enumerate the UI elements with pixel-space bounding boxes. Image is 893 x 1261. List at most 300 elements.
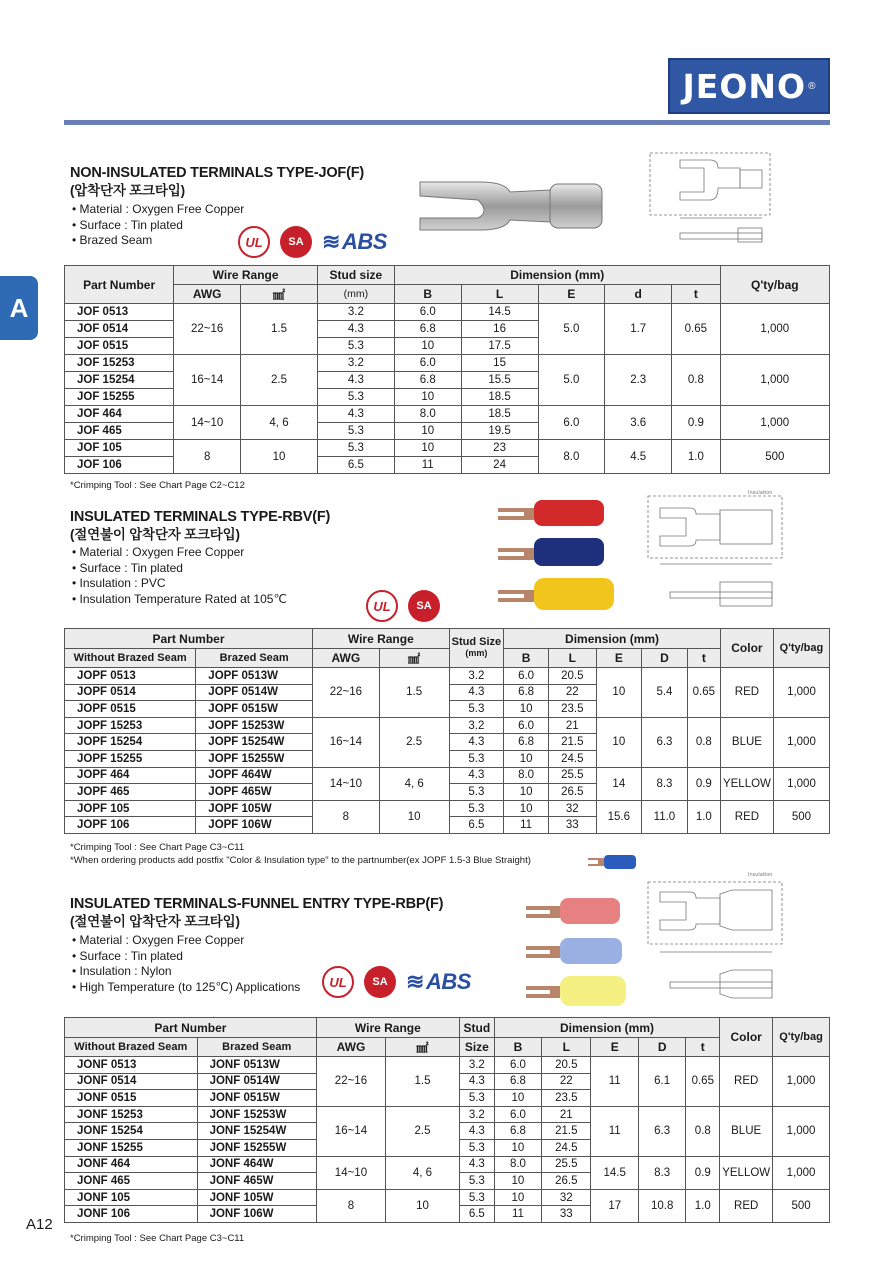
part-number-brazed: JOPF 15254W	[196, 734, 313, 751]
col-awg: AWG	[316, 1038, 385, 1057]
part-number-brazed: JONF 0514W	[197, 1073, 316, 1090]
section2-certs	[366, 590, 440, 622]
mm2: 10	[386, 1189, 460, 1222]
mm2: 10	[379, 800, 449, 833]
qty: 1,000	[773, 717, 829, 767]
col-color: Color	[720, 629, 773, 668]
table-row	[65, 668, 830, 685]
dim-t: 0.9	[686, 1156, 720, 1189]
dim-b: 10	[394, 423, 461, 440]
stud: 3.2	[459, 1057, 494, 1074]
dim-l: 20.5	[542, 1057, 591, 1074]
dim-t: 1.0	[672, 440, 721, 474]
dim-b: 11	[394, 457, 461, 474]
section2-title-ko: (절연불이 압착단자 포크타입)	[70, 527, 240, 542]
section1-bullets	[72, 202, 244, 249]
stud: 5.3	[317, 440, 394, 457]
dim-l: 20.5	[549, 668, 596, 685]
dim-l: 25.5	[549, 767, 596, 784]
col-awg: AWG	[313, 649, 380, 668]
part-number-brazed: JOPF 105W	[196, 800, 313, 817]
part-number: JOPF 464	[65, 767, 196, 784]
stud-label: Stud Size	[451, 636, 502, 648]
part-number-brazed: JONF 15255W	[197, 1139, 316, 1156]
dim-b: 6.8	[504, 684, 549, 701]
part-number: JONF 465	[65, 1173, 198, 1190]
section3-title	[70, 895, 443, 931]
dim-b: 11	[504, 817, 549, 834]
dim-d: 8.3	[638, 1156, 685, 1189]
dim-d: 5.4	[642, 668, 688, 718]
csa-logo: SA	[408, 590, 440, 622]
stud: 4.3	[449, 734, 504, 751]
dim-e: 10	[596, 668, 642, 718]
dim-l: 18.5	[461, 406, 538, 423]
part-number-brazed: JONF 0515W	[197, 1090, 316, 1107]
rbp-table	[64, 1017, 830, 1223]
stud: 5.3	[449, 701, 504, 718]
col-dimension: Dimension (mm)	[504, 629, 721, 649]
dim-e: 14.5	[591, 1156, 638, 1189]
col-d: D	[638, 1038, 685, 1057]
color: BLUE	[720, 717, 773, 767]
stud: 5.3	[459, 1090, 494, 1107]
col-l: L	[542, 1038, 591, 1057]
dim-b: 10	[394, 389, 461, 406]
col-stud-size	[449, 629, 504, 668]
dim-b: 10	[494, 1139, 541, 1156]
col-stud-size: Stud size	[317, 266, 394, 285]
dim-b: 6.0	[394, 304, 461, 321]
dim-l: 22	[542, 1073, 591, 1090]
col-brazed: Brazed Seam	[196, 649, 313, 668]
part-number: JOF 106	[65, 457, 174, 474]
dim-l: 23	[461, 440, 538, 457]
dim-t: 0.9	[687, 767, 720, 800]
insulation-label: Insulation	[748, 490, 773, 496]
awg: 22~16	[316, 1057, 385, 1107]
part-number-brazed: JOPF 15253W	[196, 717, 313, 734]
color: RED	[720, 1189, 773, 1222]
rbp-terminal-photos	[522, 890, 632, 1010]
col-mm2: ㎟	[386, 1038, 460, 1057]
section1-title-ko: (압착단자 포크타입)	[70, 183, 185, 198]
col-e: E	[596, 649, 642, 668]
part-number: JOF 15253	[65, 355, 174, 372]
dim-e: 15.6	[596, 800, 642, 833]
qty: 1,000	[773, 668, 829, 718]
dim-b: 10	[494, 1189, 541, 1206]
color: RED	[720, 1057, 773, 1107]
dim-b: 8.0	[504, 767, 549, 784]
dim-e: 11	[591, 1057, 638, 1107]
dim-l: 21.5	[542, 1123, 591, 1140]
stud: 3.2	[459, 1106, 494, 1123]
ul-logo: UL	[238, 226, 270, 258]
qty: 500	[773, 1189, 830, 1222]
blue-terminal-icon	[586, 852, 640, 872]
table-row	[65, 717, 830, 734]
awg: 14~10	[174, 406, 241, 440]
dim-b: 6.8	[394, 321, 461, 338]
part-number-brazed: JONF 465W	[197, 1173, 316, 1190]
part-number: JONF 15253	[65, 1106, 198, 1123]
dim-t: 0.65	[686, 1057, 720, 1107]
dim-l: 15.5	[461, 372, 538, 389]
dim-b: 6.8	[494, 1073, 541, 1090]
dim-t: 1.0	[687, 800, 720, 833]
section-tab: A	[0, 276, 38, 340]
dim-d: 6.3	[642, 717, 688, 767]
qty: 1,000	[720, 355, 829, 406]
dim-d: 4.5	[605, 440, 672, 474]
col-qty: Q'ty/bag	[773, 629, 829, 668]
mm2: 2.5	[386, 1106, 460, 1156]
part-number: JOPF 15253	[65, 717, 196, 734]
color: YELLOW	[720, 1156, 773, 1189]
csa-logo: SA	[280, 226, 312, 258]
col-dimension: Dimension (mm)	[394, 266, 720, 285]
stud: 5.3	[317, 389, 394, 406]
section2-bullets	[72, 545, 287, 607]
dim-b: 10	[504, 784, 549, 801]
dim-l: 24	[461, 457, 538, 474]
part-number-brazed: JONF 15254W	[197, 1123, 316, 1140]
dim-b: 10	[494, 1090, 541, 1107]
dim-l: 18.5	[461, 389, 538, 406]
section2-title	[70, 508, 330, 544]
stud: 4.3	[449, 684, 504, 701]
col-e: E	[538, 285, 605, 304]
stud: 5.3	[449, 800, 504, 817]
part-number-brazed: JOPF 106W	[196, 817, 313, 834]
bullet: • Surface : Tin plated	[72, 561, 287, 577]
col-stud: Stud	[459, 1018, 494, 1038]
col-qty: Q'ty/bag	[720, 266, 829, 304]
part-number: JONF 105	[65, 1189, 198, 1206]
dim-l: 26.5	[549, 784, 596, 801]
dim-l: 32	[549, 800, 596, 817]
col-wire-range: Wire Range	[316, 1018, 459, 1038]
stud: 4.3	[317, 321, 394, 338]
stud: 4.3	[459, 1123, 494, 1140]
section3-title-ko: (절연불이 압착단자 포크타입)	[70, 914, 240, 929]
col-mm2: ㎟	[241, 285, 318, 304]
part-number-brazed: JOPF 0513W	[196, 668, 313, 685]
bullet: • Material : Oxygen Free Copper	[72, 202, 244, 218]
part-number-brazed: JOPF 0514W	[196, 684, 313, 701]
stud: 4.3	[459, 1073, 494, 1090]
bullet: • Surface : Tin plated	[72, 218, 244, 234]
stud: 4.3	[449, 767, 504, 784]
stud: 5.3	[459, 1189, 494, 1206]
part-number: JONF 15254	[65, 1123, 198, 1140]
stud: 6.5	[317, 457, 394, 474]
table-row	[65, 1106, 830, 1123]
section3-bullets	[72, 933, 300, 995]
table-row	[65, 406, 830, 423]
jof-terminal-photo	[410, 160, 610, 240]
ul-logo: UL	[366, 590, 398, 622]
dim-l: 26.5	[542, 1173, 591, 1190]
dim-t: 0.65	[687, 668, 720, 718]
part-number: JOF 465	[65, 423, 174, 440]
section2-note	[70, 841, 531, 867]
mm2: 10	[241, 440, 318, 474]
section1-certs	[238, 226, 387, 258]
awg: 16~14	[316, 1106, 385, 1156]
dim-l: 33	[542, 1206, 591, 1223]
part-number: JOF 0514	[65, 321, 174, 338]
col-b: B	[504, 649, 549, 668]
dim-d: 11.0	[642, 800, 688, 833]
awg: 14~10	[316, 1156, 385, 1189]
table-row	[65, 1057, 830, 1074]
dim-t: 0.8	[672, 355, 721, 406]
col-qty: Q'ty/bag	[773, 1018, 830, 1057]
dim-l: 14.5	[461, 304, 538, 321]
part-number-brazed: JONF 0513W	[197, 1057, 316, 1074]
dim-b: 6.8	[494, 1123, 541, 1140]
section3-title-en: INSULATED TERMINALS-FUNNEL ENTRY TYPE-RBP(F)	[70, 896, 444, 912]
qty: 1,000	[773, 1106, 830, 1156]
part-number: JOPF 465	[65, 784, 196, 801]
stud: 4.3	[317, 406, 394, 423]
dim-b: 6.8	[394, 372, 461, 389]
stud: 6.5	[459, 1206, 494, 1223]
col-awg: AWG	[174, 285, 241, 304]
dim-d: 6.1	[638, 1057, 685, 1107]
rbv-terminal-photos	[494, 490, 624, 620]
awg: 22~16	[313, 668, 380, 718]
dim-b: 10	[394, 338, 461, 355]
dim-l: 24.5	[549, 750, 596, 767]
dim-d: 6.3	[638, 1106, 685, 1156]
table-row	[65, 1156, 830, 1173]
stud-unit: (mm)	[465, 648, 488, 658]
dim-b: 6.0	[494, 1106, 541, 1123]
section1-title-en: NON-INSULATED TERMINALS TYPE-JOF(F)	[70, 165, 364, 181]
dim-d: 3.6	[605, 406, 672, 440]
dim-l: 24.5	[542, 1139, 591, 1156]
insulation-label: Insulation	[748, 872, 773, 878]
part-number: JOF 15254	[65, 372, 174, 389]
color: BLUE	[720, 1106, 773, 1156]
dim-b: 10	[494, 1173, 541, 1190]
stud: 5.3	[449, 784, 504, 801]
section3-certs	[322, 966, 471, 998]
dim-d: 1.7	[605, 304, 672, 355]
table-row	[65, 355, 830, 372]
dim-l: 33	[549, 817, 596, 834]
col-part-number: Part Number	[65, 266, 174, 304]
dim-b: 11	[494, 1206, 541, 1223]
dim-b: 8.0	[494, 1156, 541, 1173]
part-number: JONF 15255	[65, 1139, 198, 1156]
stud: 5.3	[317, 423, 394, 440]
col-wire-range: Wire Range	[174, 266, 318, 285]
part-number: JOPF 106	[65, 817, 196, 834]
part-number: JOPF 15255	[65, 750, 196, 767]
dim-l: 22	[549, 684, 596, 701]
qty: 1,000	[720, 304, 829, 355]
bullet: • Material : Oxygen Free Copper	[72, 545, 287, 561]
part-number-brazed: JONF 105W	[197, 1189, 316, 1206]
col-part-number: Part Number	[65, 1018, 317, 1038]
qty: 1,000	[720, 406, 829, 440]
bullet: • High Temperature (to 125℃) Applications	[72, 980, 300, 996]
dim-e: 14	[596, 767, 642, 800]
section1-title	[70, 164, 364, 200]
table-row	[65, 767, 830, 784]
dim-l: 23.5	[549, 701, 596, 718]
stud: 5.3	[317, 338, 394, 355]
bullet: • Insulation : Nylon	[72, 964, 300, 980]
dim-e: 11	[591, 1106, 638, 1156]
part-number-brazed: JONF 15253W	[197, 1106, 316, 1123]
dim-e: 10	[596, 717, 642, 767]
dim-l: 19.5	[461, 423, 538, 440]
mm2: 1.5	[386, 1057, 460, 1107]
abs-logo: ≋ ABS	[322, 229, 387, 255]
rbp-drawing	[640, 868, 790, 1008]
col-e: E	[591, 1038, 638, 1057]
ul-logo: UL	[322, 966, 354, 998]
dim-l: 23.5	[542, 1090, 591, 1107]
col-part-number: Part Number	[65, 629, 313, 649]
dim-t: 0.8	[687, 717, 720, 767]
dim-l: 17.5	[461, 338, 538, 355]
bullet: • Surface : Tin plated	[72, 949, 300, 965]
dim-t: 0.9	[672, 406, 721, 440]
table-row	[65, 440, 830, 457]
part-number: JOF 105	[65, 440, 174, 457]
part-number: JONF 0515	[65, 1090, 198, 1107]
part-number: JOF 464	[65, 406, 174, 423]
col-color: Color	[720, 1018, 773, 1057]
col-without-brazed: Without Brazed Seam	[65, 649, 196, 668]
col-stud-unit: (mm)	[317, 285, 394, 304]
dim-d: 10.8	[638, 1189, 685, 1222]
csa-logo: SA	[364, 966, 396, 998]
color: YELLOW	[720, 767, 773, 800]
rbv-table	[64, 628, 830, 834]
part-number: JOF 0513	[65, 304, 174, 321]
part-number: JOF 15255	[65, 389, 174, 406]
dim-b: 6.0	[494, 1057, 541, 1074]
note-line: *Crimping Tool : See Chart Page C3~C11	[70, 842, 245, 853]
dim-b: 10	[504, 701, 549, 718]
part-number-brazed: JOPF 464W	[196, 767, 313, 784]
stud: 4.3	[459, 1156, 494, 1173]
table-row	[65, 1189, 830, 1206]
col-without-brazed: Without Brazed Seam	[65, 1038, 198, 1057]
stud: 4.3	[317, 372, 394, 389]
awg: 8	[174, 440, 241, 474]
dim-l: 32	[542, 1189, 591, 1206]
dim-b: 10	[394, 440, 461, 457]
dim-l: 21	[542, 1106, 591, 1123]
dim-d: 2.3	[605, 355, 672, 406]
awg: 8	[316, 1189, 385, 1222]
awg: 14~10	[313, 767, 380, 800]
col-stud-size: Size	[459, 1038, 494, 1057]
col-d: D	[642, 649, 688, 668]
part-number-brazed: JOPF 465W	[196, 784, 313, 801]
part-number: JONF 0514	[65, 1073, 198, 1090]
dim-l: 15	[461, 355, 538, 372]
part-number: JOPF 0514	[65, 684, 196, 701]
stud: 5.3	[459, 1139, 494, 1156]
dim-b: 8.0	[394, 406, 461, 423]
dim-l: 21.5	[549, 734, 596, 751]
dim-b: 10	[504, 800, 549, 817]
qty: 1,000	[773, 1057, 830, 1107]
awg: 22~16	[174, 304, 241, 355]
qty: 500	[773, 800, 829, 833]
dim-e: 5.0	[538, 304, 605, 355]
dim-e: 8.0	[538, 440, 605, 474]
col-d: d	[605, 285, 672, 304]
part-number-brazed: JOPF 15255W	[196, 750, 313, 767]
section2-title-en: INSULATED TERMINALS TYPE-RBV(F)	[70, 509, 331, 525]
stud: 5.3	[449, 750, 504, 767]
dim-t: 1.0	[686, 1189, 720, 1222]
col-b: B	[494, 1038, 541, 1057]
mm2: 1.5	[379, 668, 449, 718]
dim-e: 6.0	[538, 406, 605, 440]
dim-l: 25.5	[542, 1156, 591, 1173]
part-number: JONF 0513	[65, 1057, 198, 1074]
table-row	[65, 800, 830, 817]
part-number: JONF 464	[65, 1156, 198, 1173]
brand-name: JEONO	[682, 66, 807, 106]
bullet: • Insulation : PVC	[72, 576, 287, 592]
brand-reg: ®	[808, 80, 816, 92]
jof-drawing	[640, 148, 780, 258]
color: RED	[720, 800, 773, 833]
rbv-drawing	[640, 486, 790, 616]
dim-b: 6.0	[504, 668, 549, 685]
dim-e: 5.0	[538, 355, 605, 406]
mm2: 1.5	[241, 304, 318, 355]
qty: 1,000	[773, 1156, 830, 1189]
section3-note: *Crimping Tool : See Chart Page C3~C11	[70, 1233, 245, 1244]
jof-table	[64, 265, 830, 474]
dim-b: 10	[504, 750, 549, 767]
part-number: JOPF 15254	[65, 734, 196, 751]
part-number-brazed: JOPF 0515W	[196, 701, 313, 718]
part-number-brazed: JONF 464W	[197, 1156, 316, 1173]
color: RED	[720, 668, 773, 718]
table-row	[65, 304, 830, 321]
dim-t: 0.8	[686, 1106, 720, 1156]
qty: 500	[720, 440, 829, 474]
awg: 8	[313, 800, 380, 833]
mm2: 2.5	[379, 717, 449, 767]
awg: 16~14	[313, 717, 380, 767]
bullet: • Brazed Seam	[72, 233, 244, 249]
mm2: 4, 6	[386, 1156, 460, 1189]
bullet: • Material : Oxygen Free Copper	[72, 933, 300, 949]
col-l: L	[461, 285, 538, 304]
col-b: B	[394, 285, 461, 304]
page-number: A12	[26, 1216, 53, 1233]
stud: 3.2	[449, 717, 504, 734]
part-number: JOF 0515	[65, 338, 174, 355]
col-mm2: ㎟	[379, 649, 449, 668]
section1-note: *Crimping Tool : See Chart Page C2~C12	[70, 480, 245, 491]
